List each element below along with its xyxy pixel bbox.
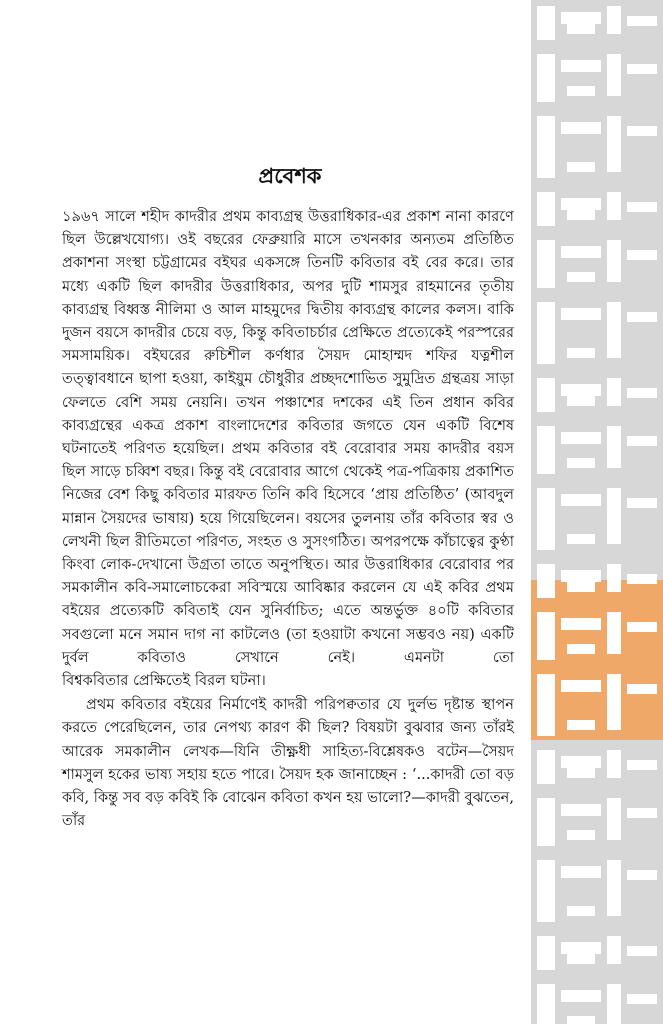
decorative-side-strip (531, 0, 663, 1024)
strip-stroke (537, 302, 555, 364)
strip-stroke (607, 488, 621, 544)
paragraph-1-last-line: বিশ্বকবিতার প্রেক্ষিতেই বিরল ঘটনা। (62, 672, 266, 690)
strip-stroke (537, 750, 555, 784)
strip-stroke (607, 936, 621, 964)
strip-stroke (567, 348, 595, 358)
strip-stroke (561, 246, 601, 258)
strip-stroke (561, 990, 601, 1002)
strip-stroke (607, 798, 621, 840)
strip-stroke (567, 720, 595, 730)
strip-stroke (607, 192, 621, 220)
strip-stroke (537, 612, 555, 660)
strip-stroke (561, 804, 601, 816)
strip-stroke (607, 6, 621, 34)
strip-stroke (537, 564, 555, 598)
strip-stroke (627, 436, 657, 446)
strip-stroke (537, 6, 555, 40)
strip-stroke (561, 942, 601, 954)
strip-stroke (627, 946, 657, 956)
strip-stroke (537, 192, 555, 226)
strip-stroke (561, 12, 601, 24)
strip-stroke (537, 488, 555, 550)
strip-stroke (567, 534, 595, 544)
strip-stroke (567, 582, 595, 592)
strip-stroke (567, 210, 595, 220)
strip-stroke (627, 498, 657, 508)
strip-stroke (561, 60, 601, 72)
strip-stroke (561, 308, 601, 320)
strip-stroke (607, 54, 621, 96)
strip-stroke (607, 860, 621, 916)
strip-stroke (627, 760, 657, 770)
strip-stroke (561, 494, 601, 506)
strip-stroke (607, 426, 621, 468)
strip-stroke (627, 808, 657, 818)
strip-stroke (537, 860, 555, 922)
strip-stroke (627, 684, 657, 694)
strip-stroke (561, 756, 601, 768)
strip-stroke (567, 162, 595, 172)
strip-stroke (627, 126, 657, 136)
paragraph-2: প্রথম কবিতার বইয়ের নির্মাণেই কাদরী পরিপক্বতার যে দুর্লভ দৃষ্টান্ত স্থাপন করতে পেরেছিলেন, তার নেপথ্য কারণ কী ছিল? বিষয়টা বুঝবার জন্য তাঁরই আরেক সমকালীন লেখক—যিনি তীক্ষ্ণধী সাহিত্য-বিশ্লেষকও বটেন—সৈয়দ শামসুল হকের ভাষ্য সহায় হতে পারে। সৈয়দ হক জানাচ্ছেন : ‘...কাদরী তো বড় কবি, কিন্তু সব বড় কবিই কি বোঝেন কবিতা কখন হয় ভালো?—কাদরী বুঝতেন, তাঁর (62, 696, 514, 830)
strip-stroke (537, 54, 555, 102)
strip-stroke (561, 432, 601, 444)
strip-stroke (627, 388, 657, 398)
strip-stroke (567, 954, 595, 964)
strip-stroke (567, 272, 595, 282)
strip-stroke (567, 24, 595, 34)
strip-stroke (567, 86, 595, 96)
body-text (62, 205, 514, 832)
strip-stroke (627, 16, 657, 26)
strip-stroke (537, 674, 555, 736)
strip-stroke (567, 830, 595, 840)
strip-stroke (567, 768, 595, 778)
strip-stroke (607, 116, 621, 172)
strip-stroke (537, 240, 555, 288)
strip-stroke (627, 202, 657, 212)
strip-stroke (607, 750, 621, 778)
strip-stroke (627, 574, 657, 584)
strip-stroke (567, 906, 595, 916)
page-title: প্রবেশক (258, 164, 322, 188)
strip-stroke (561, 198, 601, 210)
strip-stroke (627, 64, 657, 74)
strip-stroke (537, 426, 555, 474)
strip-stroke (607, 674, 621, 730)
strip-stroke (627, 250, 657, 260)
strip-stroke (567, 458, 595, 468)
paragraph-1 (62, 205, 514, 692)
strip-stroke (627, 622, 657, 632)
strip-stroke (561, 680, 601, 692)
strip-stroke (537, 116, 555, 178)
strip-stroke (627, 994, 657, 1004)
strip-stroke (567, 1016, 595, 1024)
strip-stroke (607, 984, 621, 1024)
strip-stroke (537, 378, 555, 412)
strip-stroke (627, 870, 657, 880)
strip-stroke (567, 396, 595, 406)
strip-stroke (607, 564, 621, 592)
strip-stroke (537, 936, 555, 970)
strip-stroke (537, 984, 555, 1024)
strip-stroke (561, 618, 601, 630)
strip-stroke (627, 312, 657, 322)
strip-stroke (537, 798, 555, 846)
strip-stroke (607, 612, 621, 654)
strip-stroke (561, 570, 601, 582)
strip-stroke (607, 302, 621, 358)
strip-stroke (607, 240, 621, 282)
strip-stroke (561, 122, 601, 134)
strip-stroke (607, 378, 621, 406)
strip-stroke (561, 384, 601, 396)
paragraph-1-text: ১৯৬৭ সালে শহীদ কাদরীর প্রথম কাব্যগ্রন্থ উত্তরাধিকার-এর প্রকাশ নানা কারণে ছিল উল্লেখযোগ্য। ওই বছরের ফেব্রুয়ারি মাসে তখনকার অন্যতম প্রতিষ্ঠিত প্রকাশনা সংস্থা চট্টগ্রামের বইঘর একসঙ্গে তিনটি কবিতার বই বের করে। তার মধ্যে একটি ছিল কাদরীর উত্তরাধিকার, অপর দুটি শামসুর রাহমানের তৃতীয় কাব্যগ্রন্থ বিধ্বস্ত নীলিমা ও আল মাহমুদের দ্বিতীয় কাব্যগ্রন্থ কালের কলস। বাকি দুজন বয়সে কাদরীর চেয়ে বড়, কিন্তু কবিতাচর্চার প্রেক্ষিতে প্রত্যেকেই পরস্পরের সমসাময়িক। বইঘরের রুচিশীল কর্ণধার সৈয়দ মোহাম্মদ শফির যত্নশীল তত্ত্বাবধানে ছাপা হওয়া, কাইয়ুম চৌধুরীর প্রচ্ছদশোভিত সুমুদ্রিত গ্রন্থত্রয় সাড়া ফেলতে বেশি সময় নেয়নি। তখন পঞ্চাশের দশকের এই তিন প্রধান কবির কাব্যগ্রন্থের একত্র প্রকাশ বাংলাদেশের কবিতার জগতে যেন একটি বিশেষ ঘটনাতেই পরিণত হয়েছিল। প্রথম কবিতার বই বেরোবার সময় কাদরীর বয়স ছিল সাড়ে চব্বিশ বছর। কিন্তু বই বেরোবার আগে থেকেই পত্র-পত্রিকায় প্রকাশিত নিজের বেশ কিছু কবিতার মারফত তিনি কবি হিসেবে ‘প্রায় প্রতিষ্ঠিত’ (আবদুল মান্নান সৈয়দের ভাষায়) হয়ে গিয়েছিলেন। বয়সের তুলনায় তাঁর কবিতার স্বর ও লেখনী ছিল রীতিমতো পরিণত, সংহত ও সুসংগঠিত। অপরপক্ষে কাঁচাত্বের কুণ্ঠা কিংবা লোক-দেখানো উগ্রতা তাতে অনুপস্থিত। আর উত্তরাধিকার বেরোবার পর সমকালীন কবি-সমালোচকেরা সবিস্ময়ে আবিষ্কার করলেন যে এই কবির প্রথম বইয়ের প্রত্যেকটি কবিতাই যেন সুনির্বাচিত; এতে অন্তর্ভুক্ত ৪০টি কবিতার সবগুলো মনে সমান দাগ না কাটলেও (তা হওয়াটা কখনো সম্ভবও নয়) একটি দুর্বল কবিতাও সেখানে নেই। এমনটা তো (62, 208, 514, 666)
strip-stroke (567, 644, 595, 654)
strip-stroke (561, 866, 601, 878)
calligraphic-pattern (531, 0, 663, 1024)
